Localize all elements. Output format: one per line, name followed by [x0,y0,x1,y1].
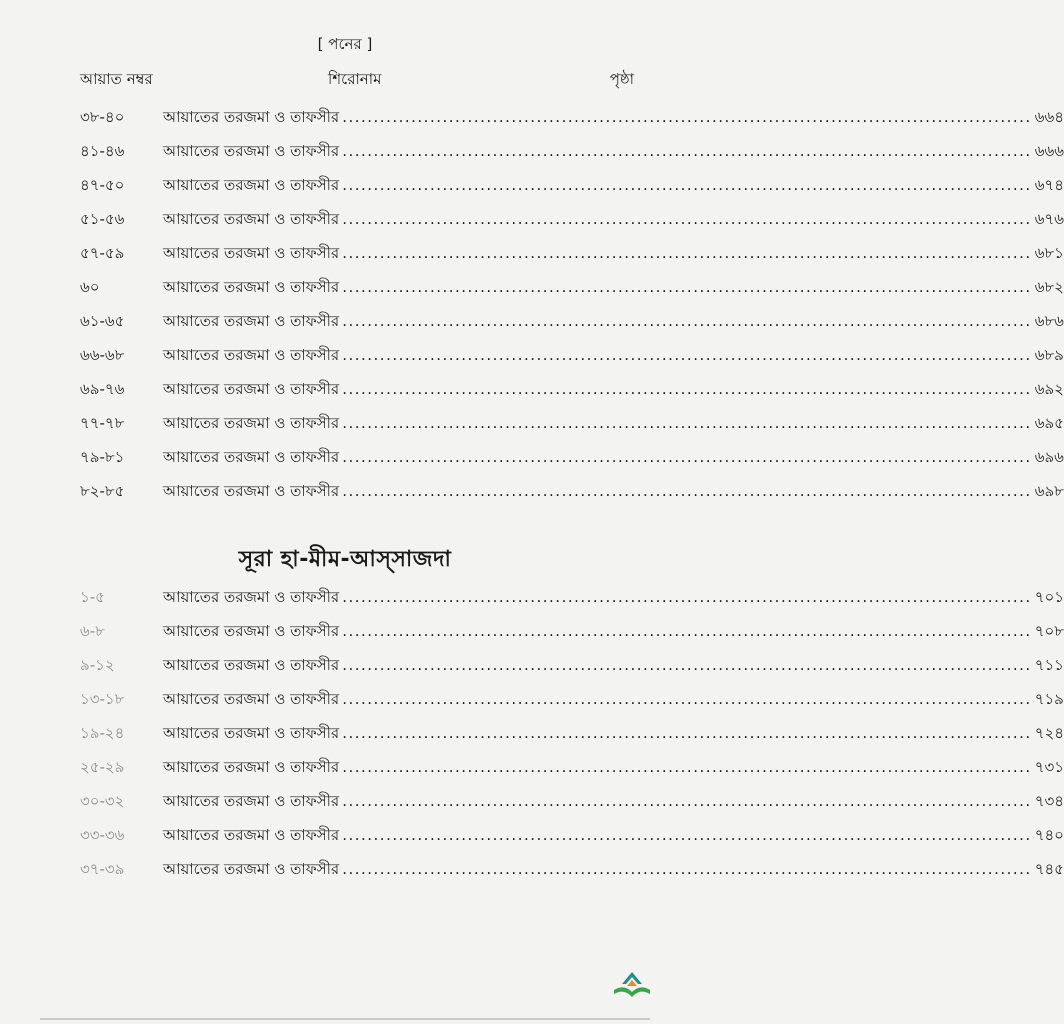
ayat-range: ৩৩-৩৬ [80,826,125,844]
page-number: ৭১৯ [1034,690,1064,708]
ayat-range: ৩০-৩২ [80,792,125,810]
toc-row [0,174,1064,198]
toc-entry [163,620,1064,645]
page-number: ৬৮২ [1034,278,1064,296]
page-number: ৬৮১ [1034,244,1064,262]
dot-leader: .............................................................................................................. [342,176,1032,194]
page-number: ৭১১ [1034,656,1064,674]
page-number: ৬৯৫ [1034,414,1064,432]
page-number: ৬৬৪ [1034,108,1064,126]
entry-title: আয়াতের তরজমা ও তাফসীর [163,758,340,776]
entry-title: আয়াতের তরজমা ও তাফসীর [163,142,340,160]
ayat-range: ৬৯-৭৬ [80,380,125,398]
entry-title: আয়াতের তরজমা ও তাফসীর [163,176,340,194]
entry-title: আয়াতের তরজমা ও তাফসীর [163,414,340,432]
ayat-column-header: আয়াত নম্বর [80,70,153,88]
toc-entry [163,412,1064,437]
page-bottom-edge [40,1018,650,1020]
toc-row [0,378,1064,402]
ayat-range: ৭৭-৭৮ [80,414,125,432]
toc-row [0,310,1064,334]
page-number: ৭০১ [1034,588,1064,606]
page-number: ৭২৪ [1034,724,1064,742]
entry-title: আয়াতের তরজমা ও তাফসীর [163,108,340,126]
toc-row [0,412,1064,436]
dot-leader: .............................................................................................................. [342,346,1032,364]
dot-leader: .............................................................................................................. [342,210,1032,228]
dot-leader: .............................................................................................................. [342,860,1032,878]
page-number: ৬৮৯ [1034,346,1064,364]
page-number: ৬৭৪ [1034,176,1064,194]
dot-leader: .............................................................................................................. [342,826,1032,844]
ayat-range: ৬০ [80,278,100,296]
ayat-range: ৮২-৮৫ [80,482,125,500]
toc-entry [163,276,1064,301]
toc-entry [163,344,1064,369]
toc-entry [163,480,1064,505]
page-number: ৬৯৬ [1034,448,1064,466]
ayat-range: ৩৮-৪০ [80,108,125,126]
ayat-range: ৭৯-৮১ [80,448,125,466]
ayat-range: ৪১-৪৬ [80,142,125,160]
dot-leader: .............................................................................................................. [342,588,1032,606]
entry-title: আয়াতের তরজমা ও তাফসীর [163,792,340,810]
entry-title: আয়াতের তরজমা ও তাফসীর [163,622,340,640]
ayat-range: ১৩-১৮ [80,690,125,708]
entry-title: আয়াতের তরজমা ও তাফসীর [163,448,340,466]
toc-row [0,688,1064,712]
ayat-range: ৬৬-৬৮ [80,346,125,364]
entry-title: আয়াতের তরজমা ও তাফসীর [163,588,340,606]
toc-row [0,446,1064,470]
entry-title: আয়াতের তরজমা ও তাফসীর [163,312,340,330]
dot-leader: .............................................................................................................. [342,482,1032,500]
entry-title: আয়াতের তরজমা ও তাফসীর [163,860,340,878]
toc-row [0,344,1064,368]
column-headers [0,68,690,90]
toc-row [0,790,1064,814]
ayat-range: ৩৭-৩৯ [80,860,125,878]
toc-row [0,654,1064,678]
dot-leader: .............................................................................................................. [342,622,1032,640]
ayat-range: ১-৫ [80,588,105,606]
page-number: ৭৩১ [1034,758,1064,776]
page-number: ৭০৮ [1034,622,1064,640]
toc-row [0,586,1064,610]
toc-entry [163,446,1064,471]
dot-leader: .............................................................................................................. [342,278,1032,296]
ayat-range: ৫১-৫৬ [80,210,125,228]
page-number: ৬৬৬ [1034,142,1064,160]
entry-title: আয়াতের তরজমা ও তাফসীর [163,278,340,296]
toc-entry [163,208,1064,233]
book-logo-icon [612,970,652,1002]
toc-entry [163,140,1064,165]
page-number: ৬৯২ [1034,380,1064,398]
toc-entry [163,756,1064,781]
ayat-range: ৪৭-৫০ [80,176,125,194]
page-number: ৬৭৬ [1034,210,1064,228]
toc-entry [163,586,1064,611]
toc-entry [163,106,1064,131]
ayat-range: ৫৭-৫৯ [80,244,125,262]
toc-entry [163,654,1064,679]
entry-title: আয়াতের তরজমা ও তাফসীর [163,656,340,674]
ayat-range: ১৯-২৪ [80,724,125,742]
dot-leader: .............................................................................................................. [342,448,1032,466]
toc-row [0,140,1064,164]
dot-leader: .............................................................................................................. [342,724,1032,742]
toc-entry [163,310,1064,335]
toc-row [0,722,1064,746]
page-number: ৬৯৮ [1034,482,1064,500]
toc-row [0,208,1064,232]
title-column-header: শিরোনাম [328,70,382,88]
dot-leader: .............................................................................................................. [342,758,1032,776]
dot-leader: .............................................................................................................. [342,414,1032,432]
entry-title: আয়াতের তরজমা ও তাফসীর [163,380,340,398]
entry-title: আয়াতের তরজমা ও তাফসীর [163,346,340,364]
entry-title: আয়াতের তরজমা ও তাফসীর [163,826,340,844]
dot-leader: .............................................................................................................. [342,380,1032,398]
ayat-range: ৯-১২ [80,656,115,674]
toc-row [0,620,1064,644]
entry-title: আয়াতের তরজমা ও তাফসীর [163,244,340,262]
toc-row [0,106,1064,130]
ayat-range: ২৫-২৯ [80,758,125,776]
dot-leader: .............................................................................................................. [342,690,1032,708]
surah-heading: সূরা হা-মীম-আস্‌সাজদা [238,547,452,572]
toc-entry [163,242,1064,267]
toc-entry [163,790,1064,815]
toc-entry [163,174,1064,199]
page-column-header: পৃষ্ঠা [609,70,634,88]
page-number: ৭৪০ [1034,826,1064,844]
page-number: ৭৩৪ [1034,792,1064,810]
ayat-range: ৬১-৬৫ [80,312,125,330]
entry-title: আয়াতের তরজমা ও তাফসীর [163,210,340,228]
toc-entry [163,858,1064,883]
dot-leader: .............................................................................................................. [342,142,1032,160]
dot-leader: .............................................................................................................. [342,244,1032,262]
dot-leader: .............................................................................................................. [342,108,1032,126]
toc-entry [163,722,1064,747]
entry-title: আয়াতের তরজমা ও তাফসীর [163,690,340,708]
toc-entry [163,688,1064,713]
dot-leader: .............................................................................................................. [342,792,1032,810]
page-number: ৭৪৫ [1034,860,1064,878]
dot-leader: .............................................................................................................. [342,312,1032,330]
toc-row [0,756,1064,780]
toc-entry [163,378,1064,403]
toc-row [0,824,1064,848]
entry-title: আয়াতের তরজমা ও তাফসীর [163,724,340,742]
toc-row [0,242,1064,266]
toc-row [0,276,1064,300]
toc-row [0,480,1064,504]
toc-entry [163,824,1064,849]
toc-row [0,858,1064,882]
dot-leader: .............................................................................................................. [342,656,1032,674]
entry-title: আয়াতের তরজমা ও তাফসীর [163,482,340,500]
page-number: ৬৮৬ [1034,312,1064,330]
page-header: [ পনের ] [317,35,373,53]
ayat-range: ৬-৮ [80,622,105,640]
